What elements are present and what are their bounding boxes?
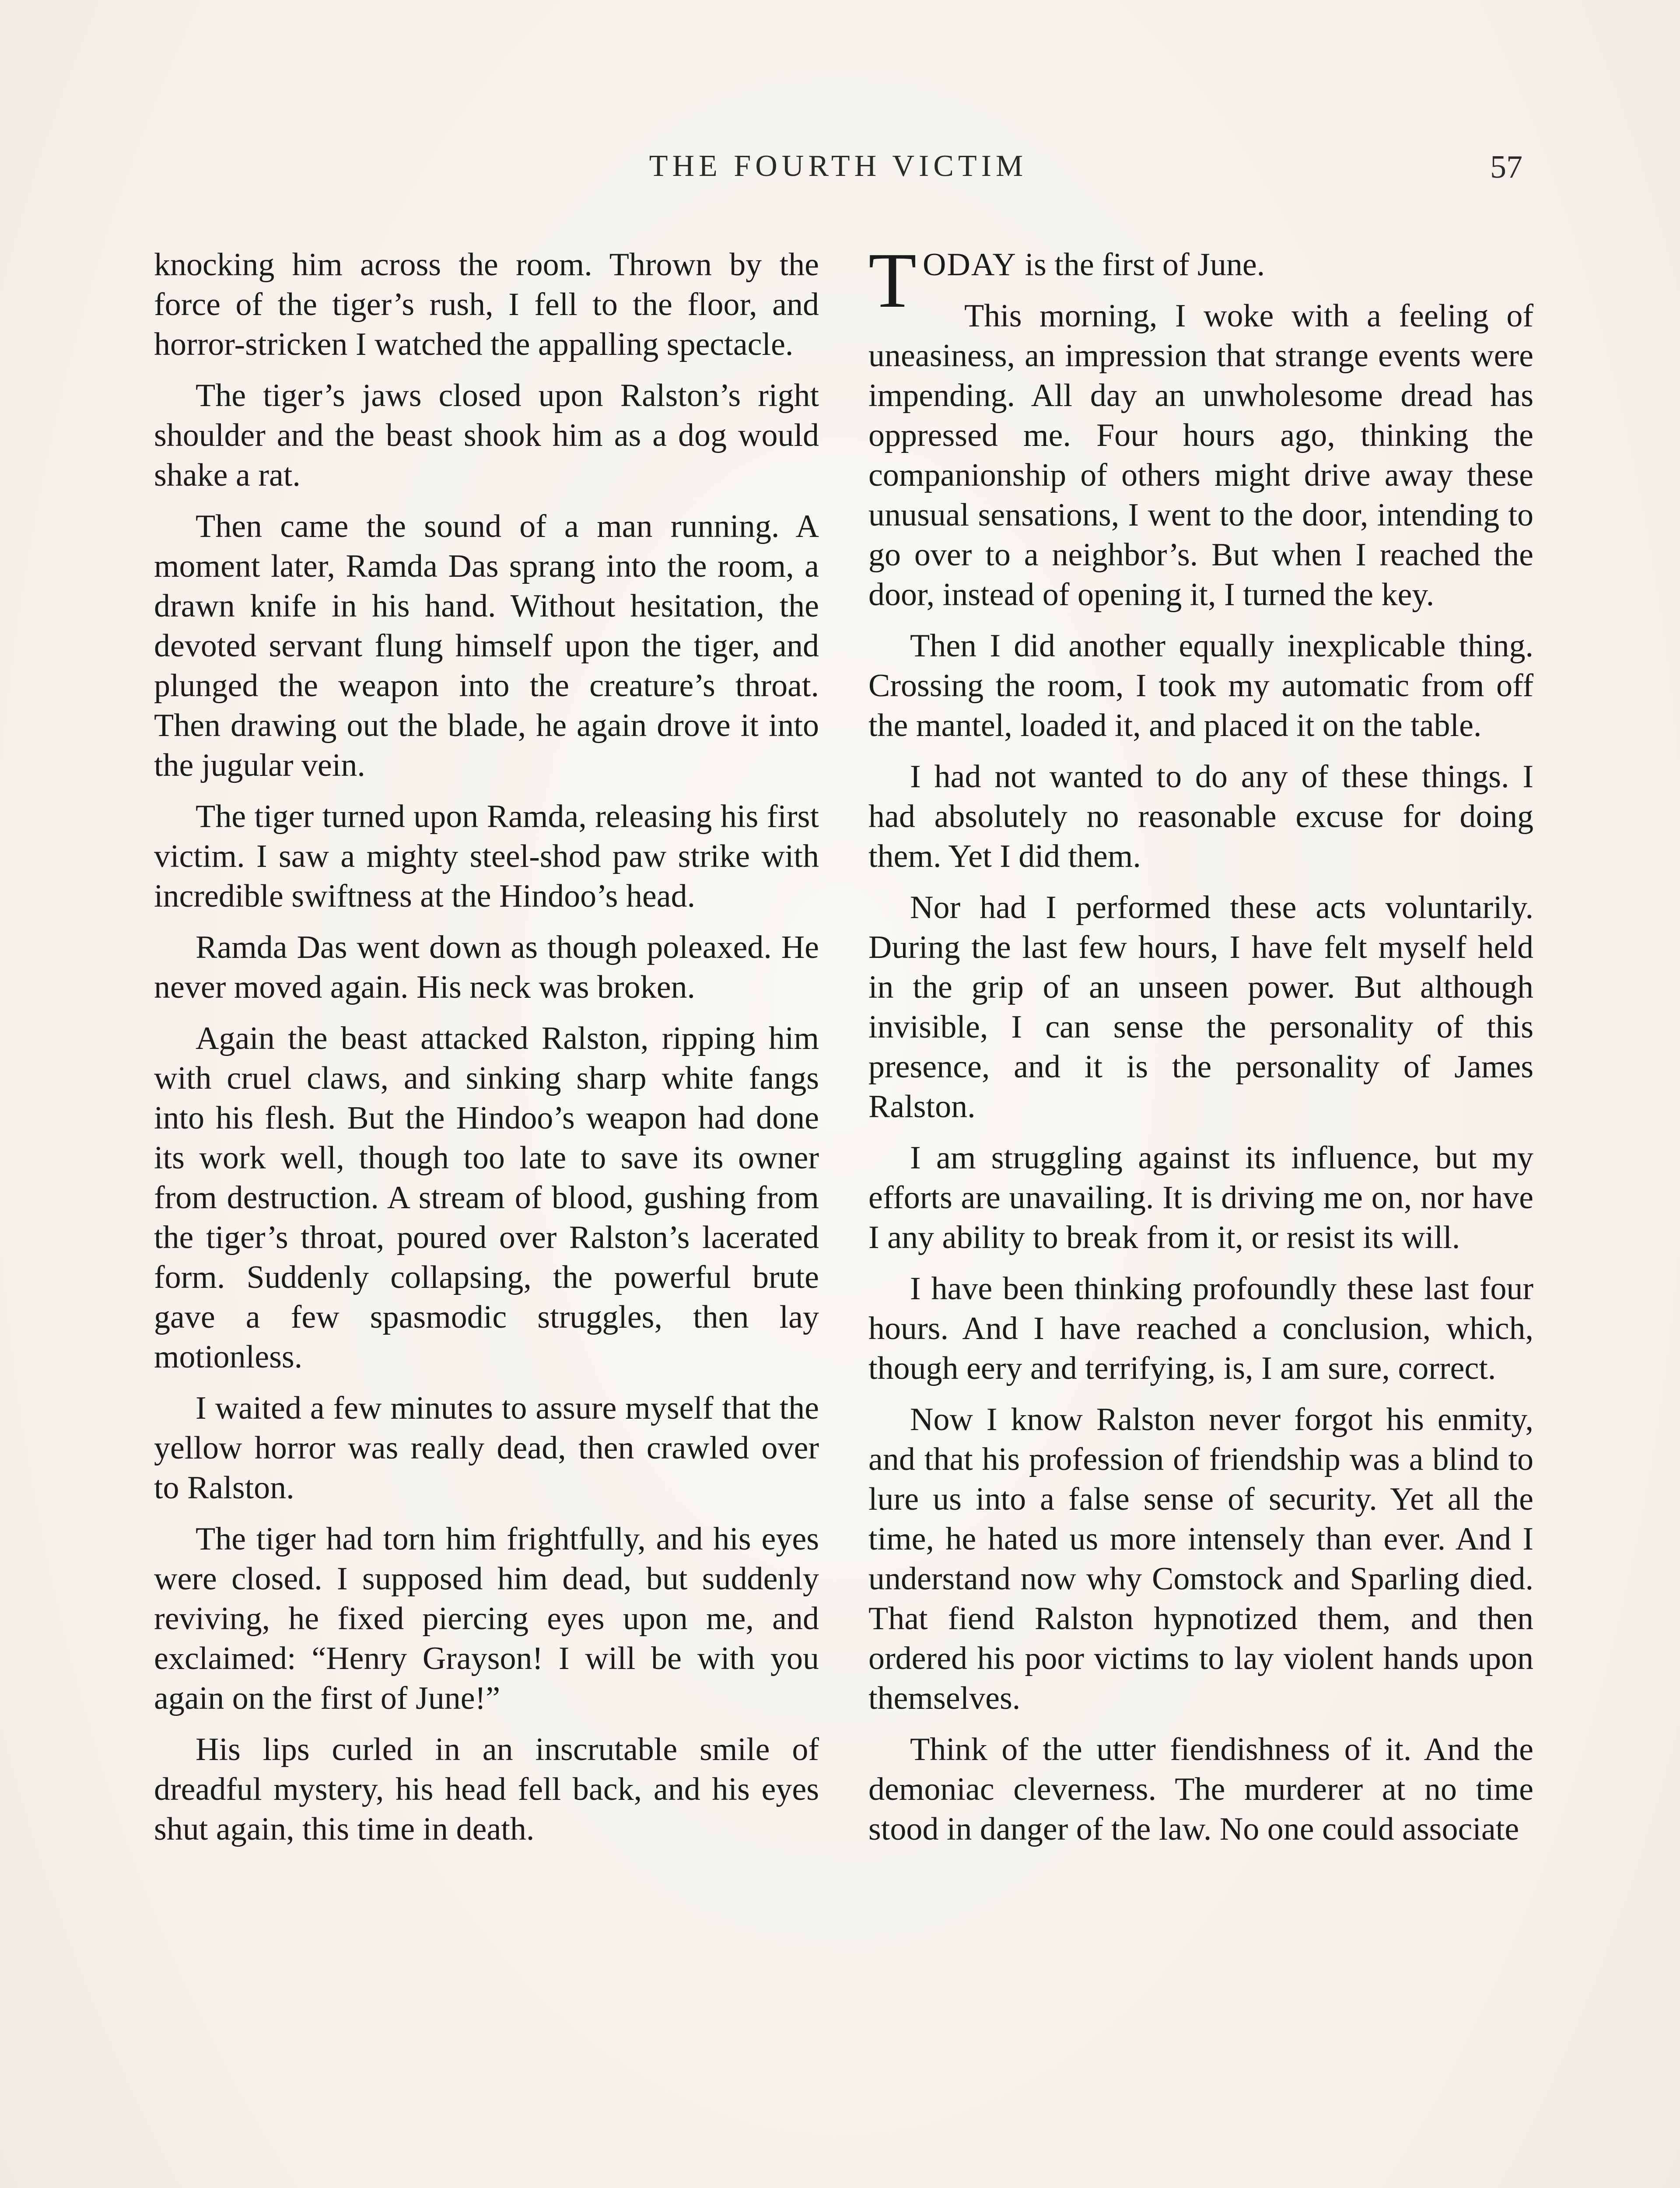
running-title: THE FOURTH VICTIM (649, 149, 1028, 183)
paragraph: I waited a few minutes to assure myself that the yellow horror was really dead, then crawled over to Ralston. (154, 1390, 819, 1506)
paragraph: The tiger’s jaws closed upon Ralston’s right shoulder and the beast shook him as a dog would shake a rat. (154, 378, 819, 493)
opening-paragraph (868, 245, 1533, 324)
paragraph: Again the beast attacked Ralston, ripping him with cruel claws, and sinking sharp white fangs into his flesh. But the Hindoo’s weapon had done its work well, though too late to save its owner from destruction. A stream of blood, gushing from the tiger’s throat, poured over Ralston’s lacerated form. Suddenly collapsing, the powerful brute gave a few spasmodic struggles, then lay motionless. (154, 1020, 819, 1375)
right-column (868, 245, 1533, 2188)
paragraph: Think of the utter fiendishness of it. And the demoniac cleverness. The murderer at no time stood in danger of the law. No one could associate (868, 1732, 1533, 1847)
paragraph: I had not wanted to do any of these things. I had absolutely no reasonable excuse for doing them. Yet I did them. (868, 759, 1533, 874)
paragraph: Ramda Das went down as though poleaxed. He never moved again. His neck was broken. (154, 929, 819, 1005)
paragraph: The tiger turned upon Ramda, releasing his first victim. I saw a mighty steel-shod paw strike with incredible swiftness at the Hindoo’s head. (154, 799, 819, 914)
paragraph: The tiger had torn him frightfully, and his eyes were closed. I supposed him dead, but suddenly reviving, he fixed piercing eyes upon me, and exclaimed: “Henry Grayson! I will be with you again on the first of June!” (154, 1521, 819, 1716)
small-caps-word: ODAY (922, 247, 1017, 283)
page-header (154, 149, 1522, 201)
paragraph: His lips curled in an inscrutable smile of dreadful mystery, his head fell back, and his eyes shut again, this time in death. (154, 1732, 819, 1847)
paragraph: This morning, I woke with a feeling of uneasiness, an impression that strange events were impending. All day an unwholesome dread has oppressed me. Four hours ago, thinking the companionship of others might drive away these unusual sensations, I went to the door, intending to go over to a neighbor’s. But when I reached the door, instead of opening it, I turned the key. (868, 298, 1533, 613)
paragraph: Then came the sound of a man running. A moment later, Ramda Das sprang into the room, a drawn knife in his hand. Without hesitation, the devoted servant flung himself upon the tiger, and plunged the weapon into the creature’s throat. Then drawing out the blade, he again drove it into the jugular vein. (154, 508, 819, 783)
drop-cap: T (868, 245, 917, 324)
paragraph: I am struggling against its influence, but my efforts are unavailing. It is driving me on, nor have I any ability to break from it, or resist its will. (868, 1140, 1533, 1255)
paragraph: Now I know Ralston never forgot his enmity, and that his profession of friendship was a blind to lure us into a false sense of security. Yet all the time, he hated us more intensely than ever. And I understand now why Comstock and Sparling died. That fiend Ralston hypnotized them, and then ordered his poor victims to lay violent hands upon themselves. (868, 1402, 1533, 1716)
left-column (154, 245, 819, 2188)
opening-text: is the first of June. (1016, 247, 1265, 283)
page-number: 57 (1490, 149, 1522, 185)
paragraph: knocking him across the room. Thrown by the force of the tiger’s rush, I fell to the floor, and horror-stricken I watched the appalling spectacle. (154, 247, 819, 362)
paragraph: Then I did another equally inexplicable thing. Crossing the room, I took my automatic from off the mantel, loaded it, and placed it on the table. (868, 628, 1533, 743)
paragraph: Nor had I performed these acts voluntarily. During the last few hours, I have felt myself held in the grip of an unseen power. But although invisible, I can sense the personality of this presence, and it is the personality of James Ralston. (868, 890, 1533, 1125)
paragraph: I have been thinking profoundly these last four hours. And I have reached a conclusion, which, though eery and terrifying, is, I am sure, correct. (868, 1271, 1533, 1386)
